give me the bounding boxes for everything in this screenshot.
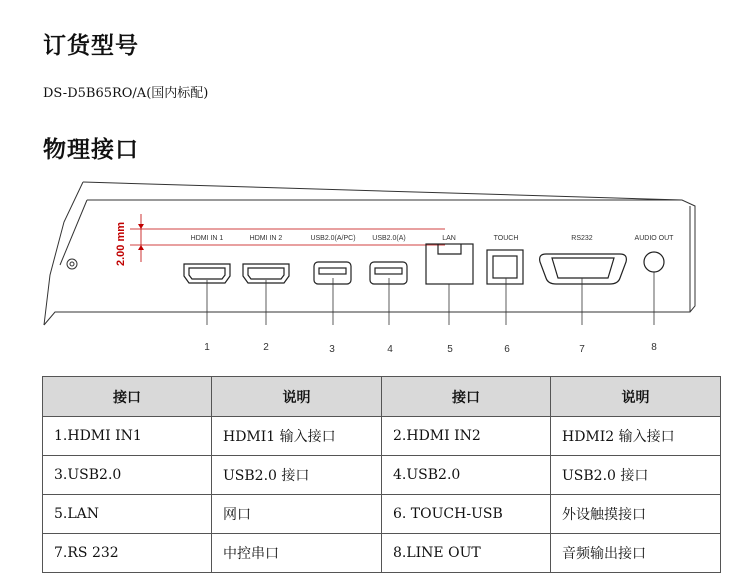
table-cell: HDMI2 输入接口 bbox=[551, 417, 721, 456]
header-port: 接口 bbox=[43, 377, 212, 417]
table-cell: 6. TOUCH-USB bbox=[382, 495, 551, 534]
port-spec-table bbox=[42, 376, 721, 573]
header-description: 说明 bbox=[212, 377, 382, 417]
table-row bbox=[43, 534, 721, 573]
header-port: 接口 bbox=[382, 377, 551, 417]
dimension-label: 2.00 mm bbox=[115, 221, 127, 266]
table-cell: 7.RS 232 bbox=[43, 534, 212, 573]
port-label-hdmi-in2: HDMI IN 2 bbox=[249, 235, 283, 242]
callout-6: 6 bbox=[504, 344, 510, 355]
port-label-rs232: RS232 bbox=[571, 235, 593, 242]
port-label-audio-out: AUDIO OUT bbox=[634, 235, 674, 242]
lan-port bbox=[426, 244, 473, 284]
port-label-usb: USB2.0(A) bbox=[372, 235, 406, 242]
table-cell: 音频输出接口 bbox=[551, 534, 721, 573]
section-title-physical-ports: 物理接口 bbox=[43, 137, 139, 163]
callout-1: 1 bbox=[204, 342, 210, 353]
callout-4: 4 bbox=[387, 344, 393, 355]
section-title-order-model: 订货型号 bbox=[43, 33, 139, 59]
header-description: 说明 bbox=[551, 377, 721, 417]
usb-port bbox=[370, 262, 407, 284]
table-cell: USB2.0 接口 bbox=[551, 456, 721, 495]
touch-usb-port bbox=[487, 250, 523, 284]
table-cell: 网口 bbox=[212, 495, 382, 534]
callout-3: 3 bbox=[329, 344, 335, 355]
table-cell: 2.HDMI IN2 bbox=[382, 417, 551, 456]
table-row bbox=[43, 495, 721, 534]
table-cell: 4.USB2.0 bbox=[382, 456, 551, 495]
table-cell: HDMI1 输入接口 bbox=[212, 417, 382, 456]
table-cell: 5.LAN bbox=[43, 495, 212, 534]
rs232-port bbox=[540, 254, 627, 284]
callout-8: 8 bbox=[651, 342, 657, 353]
table-cell: 3.USB2.0 bbox=[43, 456, 212, 495]
table-cell: 中控串口 bbox=[212, 534, 382, 573]
port-label-usb-pc: USB2.0(A/PC) bbox=[310, 235, 356, 242]
table-cell: 8.LINE OUT bbox=[382, 534, 551, 573]
audio-out-port bbox=[644, 252, 664, 272]
screw-hole bbox=[67, 259, 77, 269]
table-cell: 外设触摸接口 bbox=[551, 495, 721, 534]
model-number: DS-D5B65RO/A(国内标配) bbox=[43, 86, 209, 101]
port-label-lan: LAN bbox=[442, 235, 456, 242]
callout-7: 7 bbox=[579, 344, 585, 355]
table-header-row bbox=[43, 377, 721, 417]
usb-port-pc bbox=[314, 262, 351, 284]
table-row bbox=[43, 417, 721, 456]
port-label-hdmi-in1: HDMI IN 1 bbox=[190, 235, 224, 242]
table-cell: 1.HDMI IN1 bbox=[43, 417, 212, 456]
table-row bbox=[43, 456, 721, 495]
port-label-touch: TOUCH bbox=[493, 235, 519, 242]
callout-5: 5 bbox=[447, 344, 453, 355]
table-cell: USB2.0 接口 bbox=[212, 456, 382, 495]
callout-2: 2 bbox=[263, 342, 269, 353]
